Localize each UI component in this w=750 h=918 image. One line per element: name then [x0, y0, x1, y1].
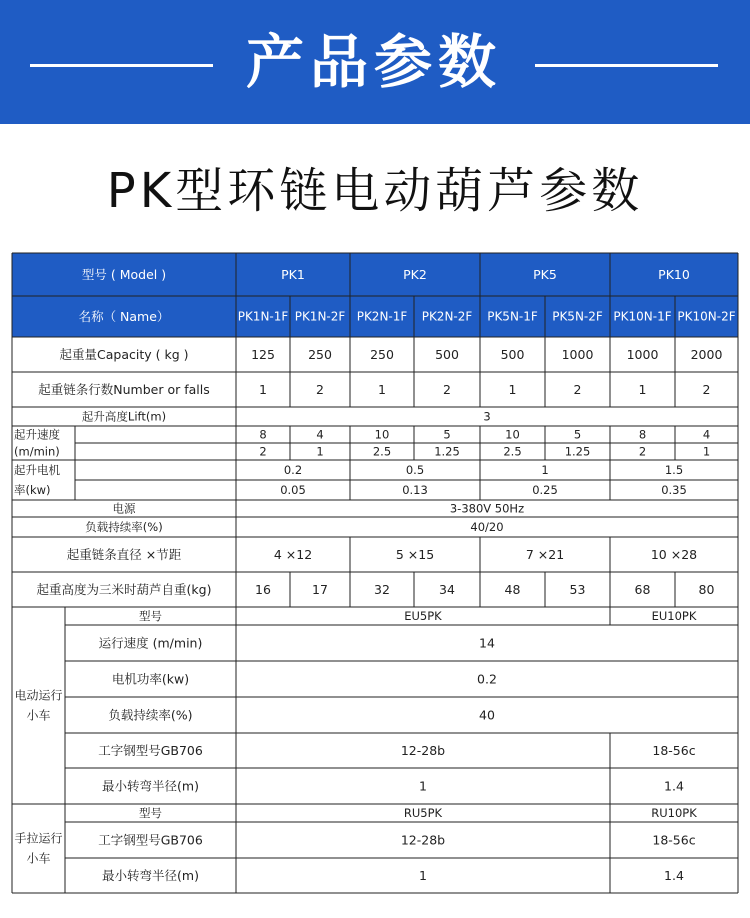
capacity-cell: 500	[500, 347, 525, 362]
et-radius-cell: 1	[419, 778, 427, 794]
capacity-cell: 2000	[690, 347, 723, 362]
speed-cell: 2	[638, 444, 647, 459]
falls-cell: 1	[259, 382, 267, 397]
et-speed-cell: 14	[479, 635, 495, 651]
speed-cell: 5	[573, 427, 582, 442]
page-title: PK型环链电动葫芦参数	[106, 163, 644, 219]
duty-cell: 40/20	[470, 520, 504, 534]
et-beam-label: 工字钢型号GB706	[98, 743, 203, 758]
motor-cell: 0.05	[280, 483, 306, 497]
electric-trolley-label: 小车	[26, 708, 51, 723]
electric-trolley-label: 电动运行	[14, 688, 63, 703]
motor-cell: 0.13	[402, 483, 428, 497]
falls-cell: 2	[443, 382, 451, 397]
capacity-cell: 250	[308, 347, 332, 362]
weight-cell: 68	[634, 582, 651, 597]
et-beam-cell: 12-28b	[400, 743, 446, 758]
et-radius-label: 最小转弯半径(m)	[102, 778, 199, 794]
weight-cell: 34	[439, 582, 455, 597]
capacity-cell: 1000	[561, 347, 594, 362]
chain-label: 起重链条直径 ×节距	[66, 547, 182, 562]
mt-beam-cell: 12-28b	[400, 832, 446, 848]
weight-cell: 32	[374, 582, 390, 597]
speed-cell: 10	[505, 427, 520, 442]
power-cell: 3-380V 50Hz	[449, 501, 525, 516]
weight-cell: 80	[698, 582, 715, 597]
mt-model-cell: RU5PK	[403, 806, 443, 820]
duty-label: 负载持续率(%)	[85, 520, 163, 534]
chain-cell: 4 ×12	[273, 547, 313, 562]
et-model-cell: EU5PK	[404, 609, 442, 623]
speed-cell: 10	[374, 427, 390, 442]
model-cell-pk10: PK10	[658, 267, 690, 282]
name-cell: PK2N-1F	[356, 309, 408, 324]
mt-radius-cell: 1.4	[664, 868, 684, 883]
mt-radius-cell: 1	[419, 868, 427, 883]
et-motor-cell: 0.2	[477, 671, 497, 687]
speed-cell: 4	[702, 427, 711, 442]
model-cell-pk2: PK2	[403, 267, 427, 282]
speed-cell: 1.25	[564, 444, 591, 459]
motor-cell: 1.5	[664, 463, 684, 477]
chain-cell: 10 ×28	[650, 547, 698, 562]
weight-cell: 16	[255, 582, 271, 597]
name-cell: PK5N-1F	[487, 309, 538, 324]
weight-label: 起重高度为三米时葫芦自重(kg)	[36, 582, 212, 597]
mt-model-cell: RU10PK	[651, 806, 697, 820]
lift-label: 起升高度Lift(m)	[81, 409, 167, 424]
speed-cell: 5	[443, 427, 451, 442]
falls-cell: 1	[638, 382, 647, 397]
name-label: 名称（ Name）	[78, 309, 170, 324]
model-cell-pk5: PK5	[533, 267, 557, 282]
capacity-cell: 125	[251, 347, 275, 362]
manual-trolley-label: 小车	[26, 851, 51, 866]
falls-cell: 1	[508, 382, 517, 397]
weight-cell: 53	[569, 582, 586, 597]
falls-cell: 2	[702, 382, 711, 397]
et-speed-label: 运行速度 (m/min)	[98, 635, 203, 651]
weight-cell: 17	[312, 582, 328, 597]
motor-cell: 0.25	[532, 483, 558, 497]
speed-cell: 2	[259, 444, 267, 459]
mt-radius-label: 最小转弯半径(m)	[102, 868, 199, 883]
table-header-background	[12, 253, 738, 337]
speed-unit-label: (m/min)	[14, 444, 60, 459]
model-label: 型号 ( Model )	[81, 267, 167, 282]
mt-beam-cell: 18-56c	[652, 832, 696, 848]
speed-cell: 1	[702, 444, 711, 459]
speed-cell: 8	[259, 427, 267, 442]
name-cell: PK1N-1F	[237, 309, 289, 324]
power-label: 电源	[112, 501, 136, 516]
speed-cell: 1.25	[434, 444, 460, 459]
et-radius-cell: 1.4	[664, 778, 684, 794]
capacity-label: 起重量Capacity ( kg )	[59, 347, 189, 362]
name-cell: PK2N-2F	[421, 309, 473, 324]
motor-cell: 0.2	[283, 463, 303, 477]
motor-label: 起升电机	[14, 463, 60, 477]
motor-cell: 0.35	[661, 483, 687, 497]
capacity-cell: 250	[370, 347, 394, 362]
et-duty-cell: 40	[479, 707, 495, 723]
et-motor-label: 电机功率(kw)	[111, 671, 190, 687]
et-beam-cell: 18-56c	[652, 743, 696, 758]
name-cell: PK10N-1F	[613, 309, 672, 324]
motor-unit-label: 率(kw)	[14, 483, 51, 497]
capacity-cell: 500	[435, 347, 459, 362]
et-model-cell: EU10PK	[651, 609, 697, 623]
capacity-cell: 1000	[626, 347, 659, 362]
name-cell: PK1N-2F	[294, 309, 346, 324]
banner-title: 产品参数	[245, 28, 502, 96]
model-cell-pk1: PK1	[281, 267, 305, 282]
falls-cell: 2	[573, 382, 582, 397]
chain-cell: 5 ×15	[395, 547, 435, 562]
falls-label: 起重链条行数Number or falls	[38, 382, 210, 397]
speed-label: 起升速度	[14, 427, 60, 442]
et-model-label: 型号	[139, 609, 162, 623]
motor-cell: 0.5	[405, 463, 425, 477]
et-duty-label: 负载持续率(%)	[108, 707, 193, 723]
speed-cell: 1	[316, 444, 324, 459]
manual-trolley-label: 手拉运行	[14, 831, 63, 846]
falls-cell: 1	[378, 382, 386, 397]
speed-cell: 4	[316, 427, 324, 442]
lift-cell: 3	[483, 409, 491, 424]
weight-cell: 48	[504, 582, 521, 597]
speed-cell: 2.5	[372, 444, 392, 459]
name-cell: PK5N-2F	[552, 309, 603, 324]
falls-cell: 2	[316, 382, 324, 397]
mt-model-label: 型号	[139, 806, 162, 820]
chain-cell: 7 ×21	[525, 547, 565, 562]
speed-cell: 8	[638, 427, 647, 442]
mt-beam-label: 工字钢型号GB706	[98, 832, 203, 848]
motor-cell: 1	[541, 463, 549, 477]
speed-cell: 2.5	[503, 444, 522, 459]
name-cell: PK10N-2F	[677, 309, 736, 324]
